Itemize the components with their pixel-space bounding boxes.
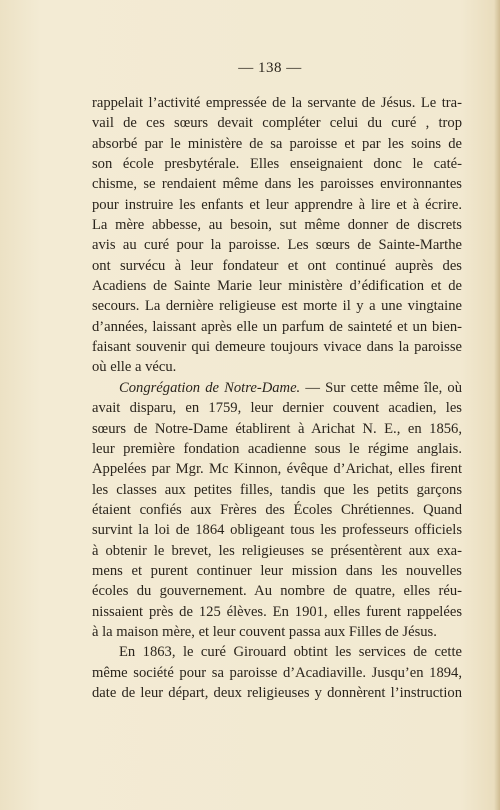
text-line: vail de ces sœurs devait compléter celui du curé , trop xyxy=(92,115,462,132)
text-line: avis au curé pour la paroisse. Les sœurs de Sainte-Marthe xyxy=(92,237,462,254)
text-line: La mère abbesse, au besoin, sut même donner de discrets xyxy=(92,217,462,234)
text-line: d’années, laissant après elle un parfum de sainteté et un bien- xyxy=(92,318,462,335)
text-line: survint la loi de 1864 obligeant tous les professeurs officiels xyxy=(92,522,462,539)
text-line: son école presbytérale. Elles enseignaient donc le caté- xyxy=(92,156,462,173)
text-line: leur première fondation acadienne sous le régime anglais. xyxy=(92,440,462,457)
text-line: à obtenir le brevet, les religieuses se présentèrent aux exa- xyxy=(92,542,462,559)
section-heading: Congrégation de Notre-Dame. xyxy=(119,379,301,396)
text-line: avait disparu, en 1759, leur dernier couvent acadien, les xyxy=(92,400,462,417)
text-line: Appelées par Mgr. Mc Kinnon, évêque d’Arichat, elles firent xyxy=(92,461,462,478)
text-fragment: — Sur cette même île, où xyxy=(300,379,462,396)
text-line: date de leur départ, deux religieuses y donnèrent l’instruction xyxy=(92,684,462,701)
text-line: pour instruire les enfants et leur apprendre à lire et à écrire. xyxy=(92,196,462,213)
text-line: nissaient près de 125 élèves. En 1901, elles furent rappelées xyxy=(92,603,462,620)
text-line: même société pour sa paroisse d’Acadiaville. Jusqu’en 1894, xyxy=(92,664,462,681)
text-line: les classes aux petites filles, tandis que les petits garçons xyxy=(92,481,462,498)
text-line: ont survécu à leur fondateur et ont continué auprès des xyxy=(92,257,462,274)
text-line: En 1863, le curé Girouard obtint les services de cette xyxy=(119,644,462,661)
body-text xyxy=(92,93,462,703)
text-line: sœurs de Notre-Dame établirent à Arichat N. E., en 1856, xyxy=(92,420,462,437)
text-line: chisme, se rendaient même dans les paroisses environnantes xyxy=(92,176,462,193)
section-heading-line xyxy=(92,378,462,398)
text-line: absorbé par le ministère de sa paroisse et par les soins de xyxy=(92,135,462,152)
text-line: rappelait l’activité empressée de la servante de Jésus. Le tra- xyxy=(92,95,462,111)
text-line: étaient confiés aux Frères des Écoles Chrétiennes. Quand xyxy=(92,501,462,518)
text-line: où elle a vécu. xyxy=(92,359,177,376)
text-line: faisant souvenir qui demeure toujours vivace dans la paroisse xyxy=(92,339,462,356)
page-edge-shadow xyxy=(494,0,500,810)
text-line: Acadiens de Sainte Marie leur ministère d’édification et de xyxy=(92,278,462,295)
text-line: écoles du gouvernement. Au nombre de quatre, elles réu- xyxy=(92,583,462,600)
page-number: — 138 — xyxy=(238,60,302,76)
text-line: secours. La dernière religieuse est morte il y a une vingtaine xyxy=(92,298,462,315)
text-line: à la maison mère, et leur couvent passa aux Filles de Jésus. xyxy=(92,623,437,640)
text-line: mens et purent continuer leur mission dans les nouvelles xyxy=(92,562,462,579)
